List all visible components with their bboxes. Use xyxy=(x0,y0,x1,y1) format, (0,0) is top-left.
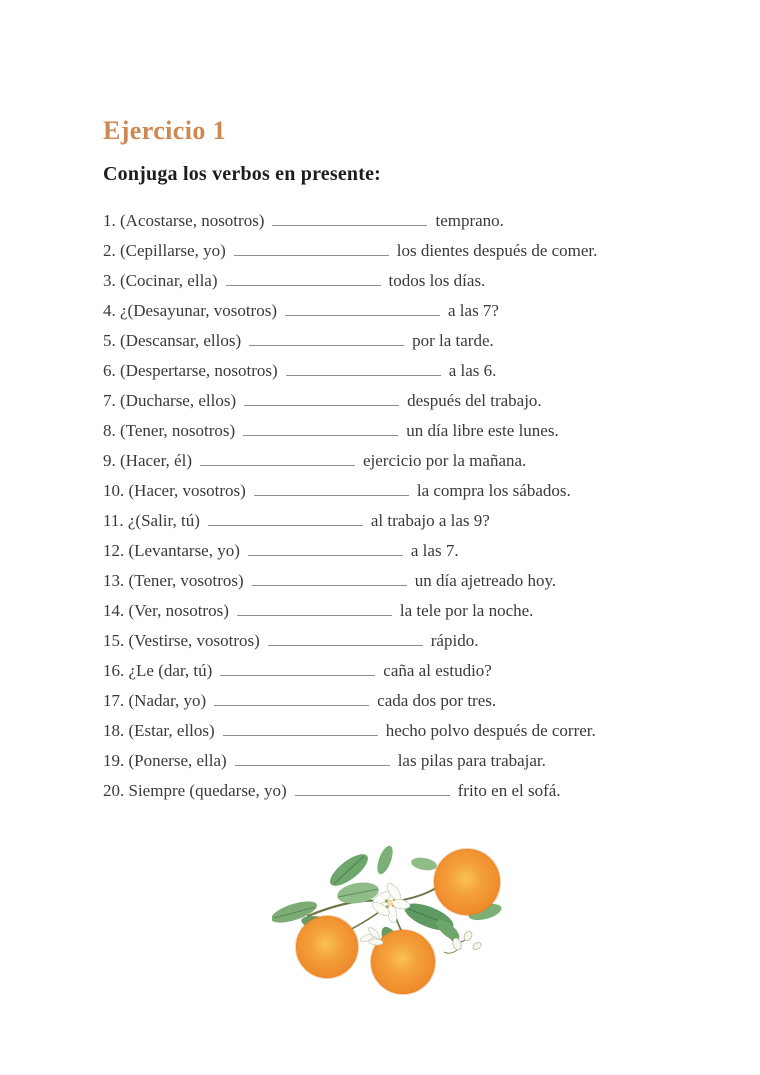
answer-blank[interactable] xyxy=(295,782,450,796)
exercise-item xyxy=(103,446,597,476)
answer-blank[interactable] xyxy=(200,452,355,466)
item-text-after: las pilas para trabajar. xyxy=(397,751,546,770)
exercise-item xyxy=(103,656,597,686)
item-text-after: rápido. xyxy=(430,631,479,650)
item-text-before: 9. (Hacer, él) xyxy=(103,451,192,470)
item-text-before: 14. (Ver, nosotros) xyxy=(103,601,229,620)
item-text-before: 11. ¿(Salir, tú) xyxy=(103,511,200,530)
item-text-before: 8. (Tener, nosotros) xyxy=(103,421,236,440)
exercise-item xyxy=(103,296,597,326)
answer-blank[interactable] xyxy=(208,512,363,526)
item-text-before: 20. Siempre (quedarse, yo) xyxy=(103,781,287,800)
answer-blank[interactable] xyxy=(252,572,407,586)
exercise-item xyxy=(103,716,597,746)
answer-blank[interactable] xyxy=(286,362,441,376)
answer-blank[interactable] xyxy=(248,542,403,556)
item-text-after: la compra los sábados. xyxy=(416,481,571,500)
item-text-before: 5. (Descansar, ellos) xyxy=(103,331,242,350)
answer-blank[interactable] xyxy=(214,692,369,706)
exercise-item xyxy=(103,266,597,296)
item-text-after: la tele por la noche. xyxy=(399,601,534,620)
exercise-item xyxy=(103,326,597,356)
exercise-item xyxy=(103,476,597,506)
exercise-title: Ejercicio 1 xyxy=(103,116,227,145)
answer-blank[interactable] xyxy=(235,752,390,766)
item-text-after: ejercicio por la mañana. xyxy=(362,451,527,470)
answer-blank[interactable] xyxy=(220,662,375,676)
item-text-after: a las 7? xyxy=(448,301,499,320)
exercise-item xyxy=(103,776,597,806)
exercise-item xyxy=(103,746,597,776)
item-text-after: un día libre este lunes. xyxy=(406,421,559,440)
answer-blank[interactable] xyxy=(268,632,423,646)
item-text-after: caña al estudio? xyxy=(383,661,492,680)
item-text-after: un día ajetreado hoy. xyxy=(414,571,557,590)
oranges-illustration xyxy=(272,820,522,1000)
exercise-instructions: Conjuga los verbos en presente: xyxy=(103,163,382,185)
item-text-after: a las 6. xyxy=(448,361,497,380)
answer-blank[interactable] xyxy=(226,272,381,286)
item-text-after: cada dos por tres. xyxy=(377,691,497,710)
item-text-before: 19. (Ponerse, ella) xyxy=(103,751,227,770)
item-text-before: 6. (Despertarse, nosotros) xyxy=(103,361,278,380)
answer-blank[interactable] xyxy=(234,242,389,256)
answer-blank[interactable] xyxy=(285,302,440,316)
item-text-before: 3. (Cocinar, ella) xyxy=(103,271,218,290)
exercise-item xyxy=(103,686,597,716)
answer-blank[interactable] xyxy=(249,332,404,346)
item-text-after: hecho polvo después de correr. xyxy=(385,721,596,740)
item-text-before: 1. (Acostarse, nosotros) xyxy=(103,211,265,230)
exercise-item xyxy=(103,356,597,386)
item-text-before: 15. (Vestirse, vosotros) xyxy=(103,631,260,650)
item-text-after: después del trabajo. xyxy=(407,391,542,410)
answer-blank[interactable] xyxy=(244,392,399,406)
item-text-before: 16. ¿Le (dar, tú) xyxy=(103,661,213,680)
exercise-item xyxy=(103,566,597,596)
item-text-after: a las 7. xyxy=(410,541,459,560)
item-text-after: los dientes después de comer. xyxy=(396,241,598,260)
item-text-before: 18. (Estar, ellos) xyxy=(103,721,215,740)
answer-blank[interactable] xyxy=(223,722,378,736)
item-text-before: 17. (Nadar, yo) xyxy=(103,691,207,710)
oranges-graphic xyxy=(272,820,522,1000)
exercise-item xyxy=(103,386,597,416)
answer-blank[interactable] xyxy=(237,602,392,616)
item-text-before: 10. (Hacer, vosotros) xyxy=(103,481,246,500)
item-text-after: al trabajo a las 9? xyxy=(370,511,490,530)
exercise-item xyxy=(103,206,597,236)
exercise-item xyxy=(103,536,597,566)
exercise-item xyxy=(103,236,597,266)
item-text-before: 12. (Levantarse, yo) xyxy=(103,541,240,560)
exercise-item xyxy=(103,596,597,626)
item-text-after: frito en el sofá. xyxy=(457,781,561,800)
item-text-after: todos los días. xyxy=(388,271,486,290)
item-text-before: 13. (Tener, vosotros) xyxy=(103,571,244,590)
exercise-item xyxy=(103,416,597,446)
item-text-before: 2. (Cepillarse, yo) xyxy=(103,241,226,260)
answer-blank[interactable] xyxy=(243,422,398,436)
answer-blank[interactable] xyxy=(254,482,409,496)
exercise-list xyxy=(103,206,597,806)
exercise-item xyxy=(103,506,597,536)
item-text-before: 4. ¿(Desayunar, vosotros) xyxy=(103,301,277,320)
item-text-before: 7. (Ducharse, ellos) xyxy=(103,391,237,410)
exercise-item xyxy=(103,626,597,656)
item-text-after: por la tarde. xyxy=(412,331,494,350)
answer-blank[interactable] xyxy=(272,212,427,226)
item-text-after: temprano. xyxy=(435,211,504,230)
